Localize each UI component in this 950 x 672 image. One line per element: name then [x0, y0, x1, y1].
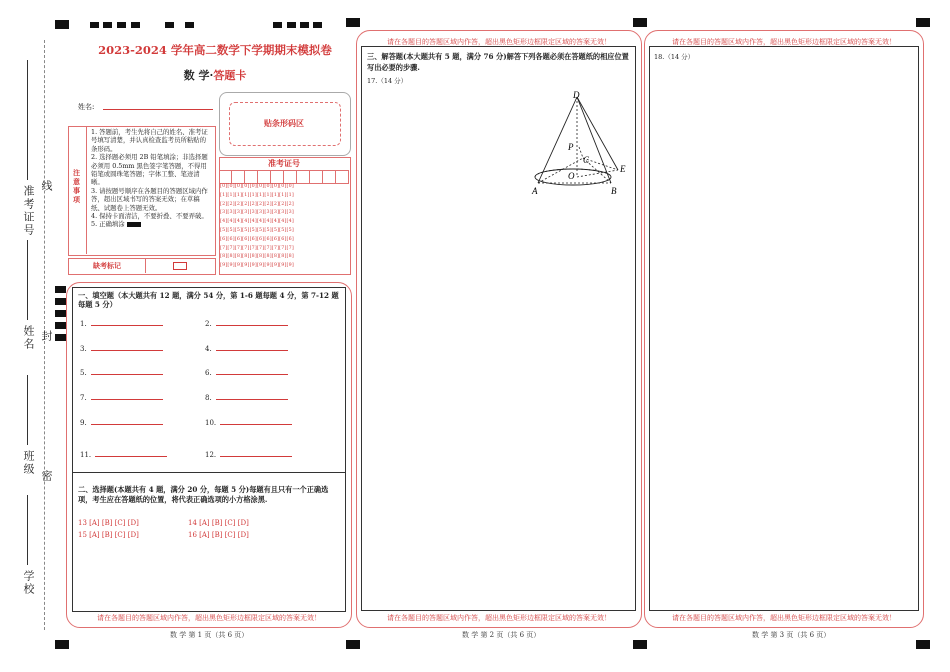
edge-AC: [538, 158, 583, 183]
corner-mark: [916, 18, 930, 27]
fill-blank-11[interactable]: [95, 450, 167, 457]
absent-divider: [145, 258, 146, 273]
timing-mark: [287, 22, 296, 28]
fill-item-9[interactable]: [80, 418, 163, 427]
side-mark: [55, 286, 66, 293]
sheet-label: 答题卡: [213, 69, 247, 82]
timing-mark: [90, 22, 99, 28]
corner-mark: [916, 640, 930, 649]
fill-blank-1[interactable]: [91, 319, 163, 326]
fill-blank-4[interactable]: [216, 344, 288, 351]
fill-blank-9[interactable]: [91, 418, 163, 425]
page2-warning-bottom: 请在各题目的答题区域内作答，超出黑色矩形边框限定区域的答案无效！: [387, 614, 611, 622]
exam-no-bubble-grid[interactable]: [220, 184, 350, 272]
page1-footer: 数 学 第 1 页（共 6 页）: [170, 631, 249, 639]
fill-blank-5[interactable]: [91, 368, 163, 375]
choice-16[interactable]: 16 [A] [B] [C] [D]: [188, 531, 249, 539]
label-E: E: [620, 164, 626, 174]
corner-mark: [55, 640, 69, 649]
label-O: O: [568, 171, 575, 181]
margin-exam-no-label: 准考证号: [22, 185, 35, 237]
timing-mark: [273, 22, 282, 28]
corner-mark: [633, 18, 647, 27]
side-mark: [55, 322, 66, 329]
fill-blank-3[interactable]: [91, 344, 163, 351]
corner-mark: [55, 20, 69, 29]
fill-item-10[interactable]: [205, 418, 292, 427]
exam-no-write-row[interactable]: [219, 170, 349, 184]
fill-blank-10[interactable]: [220, 418, 292, 425]
margin-line-1: [27, 60, 28, 180]
bubble-row-3[interactable]: [3][3][3][3][3][3][3][3][3][3]: [220, 210, 294, 216]
fill-item-3[interactable]: [80, 344, 163, 353]
note-5: [91, 220, 211, 228]
absent-checkbox[interactable]: [173, 262, 187, 270]
note-2: 2. 选择题必须用 2B 铅笔填涂；非选择题必须用 0.5mm 黑色签字笔答题，不得用铅笔或圆珠笔答题；字体工整、笔迹清晰。: [91, 153, 208, 187]
timing-mark: [165, 22, 174, 28]
page1-warning: 请在各题目的答题区域内作答，超出黑色矩形边框限定区域的答案无效！: [97, 614, 321, 622]
choice-14[interactable]: 14 [A] [B] [C] [D]: [188, 519, 249, 527]
sheet-subtitle: [70, 67, 360, 83]
fill-item-4[interactable]: [205, 344, 288, 353]
exam-no-title: 准考证号: [268, 158, 300, 168]
notes-list: [91, 128, 211, 229]
bubble-row-7[interactable]: [7][7][7][7][7][7][7][7][7][7]: [220, 245, 294, 251]
note-1: 1. 答题前，考生先将自己的姓名、准考证号填写清楚，并认真检查监考员所粘贴的条形码。: [91, 128, 208, 153]
page3-warning-top: 请在各题目的答题区域内作答，超出黑色矩形边框限定区域的答案无效！: [672, 38, 896, 46]
question-17-label: 17.（14 分）: [367, 77, 408, 85]
page2-warning-top: 请在各题目的答题区域内作答，超出黑色矩形边框限定区域的答案无效！: [387, 38, 611, 46]
bubble-row-6[interactable]: [6][6][6][6][6][6][6][6][6][6]: [220, 236, 294, 242]
fill-item-6[interactable]: [205, 368, 288, 377]
subject-label: 数 学: [183, 69, 210, 82]
fill-number-9: 9.: [80, 419, 87, 427]
fill-blank-7[interactable]: [91, 393, 163, 400]
side-mark: [55, 298, 66, 305]
section-divider: [72, 472, 345, 473]
timing-mark: [131, 22, 140, 28]
filled-sample-mark: [127, 222, 141, 227]
note-3: 3. 请按题号顺序在各题目的答题区域内作答，超出区域书写的答案无效；在草稿纸、试题卷上答题无效。: [91, 186, 208, 212]
fill-number-11: 11.: [80, 451, 92, 459]
timing-mark: [185, 22, 194, 28]
note-4: 4. 保持卡面清洁，不要折叠、不要弄破。: [91, 212, 208, 221]
fill-number-7: 7.: [80, 394, 87, 402]
margin-line-2: [27, 240, 28, 320]
choice-13[interactable]: 13 [A] [B] [C] [D]: [78, 519, 139, 527]
side-mark: [55, 334, 66, 341]
fill-item-7[interactable]: [80, 393, 163, 402]
fill-item-1[interactable]: [80, 319, 163, 328]
fill-blank-12[interactable]: [220, 450, 292, 457]
margin-school-label: 学校: [22, 570, 35, 596]
section1-title: 一、填空题（本大题共有 12 题，满分 54 分，第 1-6 题每题 4 分，第 7-12 题每题 5 分）: [78, 291, 339, 309]
question-18-label: 18.（14 分）: [654, 53, 695, 61]
name-label: 姓名:: [78, 103, 95, 111]
margin-line-4: [27, 495, 28, 565]
margin-name-label: 姓名: [22, 325, 35, 351]
fill-number-4: 4.: [205, 345, 212, 353]
fill-number-5: 5.: [80, 369, 87, 377]
fill-item-8[interactable]: [205, 393, 288, 402]
fill-blank-6[interactable]: [216, 368, 288, 375]
label-B: B: [611, 186, 617, 196]
corner-mark: [346, 18, 360, 27]
label-C: C: [583, 155, 590, 165]
exam-title: 2023-2024 学年高二数学下学期期末模拟卷: [98, 43, 332, 57]
timing-mark: [103, 22, 112, 28]
margin-class-label: 班级: [22, 450, 35, 476]
fill-number-2: 2.: [205, 320, 212, 328]
choice-15[interactable]: 15 [A] [B] [C] [D]: [78, 531, 139, 539]
barcode-label: 贴条形码区: [264, 118, 304, 128]
fill-number-3: 3.: [80, 345, 87, 353]
cone-figure: [525, 88, 635, 200]
fill-blank-2[interactable]: [216, 319, 288, 326]
corner-mark: [346, 640, 360, 649]
side-mark: [55, 310, 66, 317]
name-field[interactable]: [103, 109, 213, 110]
corner-mark: [633, 640, 647, 649]
fill-item-11[interactable]: [80, 450, 167, 459]
label-A: A: [532, 186, 538, 196]
timing-mark: [300, 22, 309, 28]
bubble-row-8[interactable]: [8][8][8][8][8][8][8][8][8][8]: [220, 254, 294, 260]
margin-line-label: 线: [40, 180, 53, 193]
bubble-row-4[interactable]: [4][4][4][4][4][4][4][4][4][4]: [220, 219, 294, 225]
fill-number-1: 1.: [80, 320, 87, 328]
margin-secret-label: 密: [40, 470, 53, 483]
timing-mark: [313, 22, 322, 28]
absent-label: 缺考标记: [93, 261, 121, 270]
fill-number-10: 10.: [205, 419, 217, 427]
subtitle-dot: ·: [209, 69, 214, 82]
timing-mark: [117, 22, 126, 28]
bubble-row-2[interactable]: [2][2][2][2][2][2][2][2][2][2]: [220, 201, 294, 207]
bubble-row-9[interactable]: [9][9][9][9][9][9][9][9][9][9]: [220, 263, 294, 269]
margin-line-3: [27, 375, 28, 445]
bubble-row-0[interactable]: [0][0][0][0][0][0][0][0][0][0]: [220, 184, 294, 189]
fill-blank-8[interactable]: [216, 393, 288, 400]
notes-title: 注意事项: [73, 168, 80, 204]
page3-footer: 数 学 第 3 页（共 6 页）: [752, 631, 831, 639]
page3-warning-bottom: 请在各题目的答题区域内作答，超出黑色矩形边框限定区域的答案无效！: [672, 614, 896, 622]
fill-item-2[interactable]: [205, 319, 288, 328]
label-P: P: [568, 142, 574, 152]
fill-number-6: 6.: [205, 369, 212, 377]
section2-title: 二、选择题(本题共有 4 题，满分 20 分，每题 5 分)每题有且只有一个正确选项，考生应在答题纸的位置，将代表正确选项的小方格涂黑.: [78, 485, 329, 504]
margin-seal-label: 封: [40, 330, 53, 343]
fill-item-5[interactable]: [80, 368, 163, 377]
page2-footer: 数 学 第 2 页（共 6 页）: [462, 631, 541, 639]
bubble-row-5[interactable]: [5][5][5][5][5][5][5][5][5][5]: [220, 228, 294, 233]
page3-answer-panel: [649, 46, 919, 611]
fill-number-8: 8.: [205, 394, 212, 402]
bubble-row-1[interactable]: [1][1][1][1][1][1][1][1][1][1]: [220, 192, 294, 198]
note-5-text: 5. 正确填涂: [91, 220, 125, 229]
section3-title: 三、解答题(本大题共有 5 题，满分 76 分)解答下列各题必须在答题纸的相应位置写出必要的步骤.: [367, 52, 629, 72]
fill-number-12: 12.: [205, 451, 217, 459]
label-D: D: [573, 90, 580, 100]
fill-item-12[interactable]: [205, 450, 292, 459]
